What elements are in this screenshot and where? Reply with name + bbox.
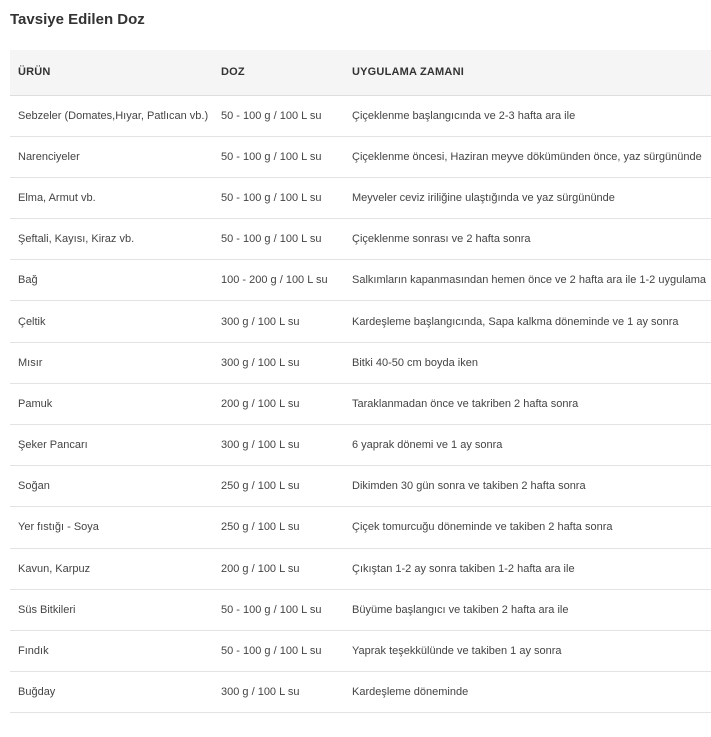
cell-product: Kavun, Karpuz xyxy=(18,562,91,575)
cell-product: Mısır xyxy=(18,356,43,369)
cell-product: Buğday xyxy=(18,686,56,699)
cell-dose: 100 - 200 g / 100 L su xyxy=(221,274,328,287)
table-header xyxy=(10,50,711,95)
cell-dose: 300 g / 100 L su xyxy=(221,686,300,699)
table-row xyxy=(10,548,711,589)
cell-dose: 50 - 100 g / 100 L su xyxy=(221,150,322,163)
header-product: ÜRÜN xyxy=(10,50,215,95)
cell-product: Şeftali, Kayısı, Kiraz vb. xyxy=(18,233,135,246)
cell-application-time: Taraklanmadan önce ve takriben 2 hafta sonra xyxy=(352,397,579,410)
cell-product: Pamuk xyxy=(18,397,53,410)
table-row xyxy=(10,260,711,301)
cell-dose: 50 - 100 g / 100 L su xyxy=(221,109,322,122)
cell-product: Elma, Armut vb. xyxy=(18,191,96,204)
cell-product: Bağ xyxy=(18,274,38,287)
cell-product: Fındık xyxy=(18,645,49,658)
page-title: Tavsiye Edilen Doz xyxy=(10,11,145,28)
table-row xyxy=(10,342,711,383)
cell-product: Soğan xyxy=(18,480,50,493)
cell-dose: 50 - 100 g / 100 L su xyxy=(221,233,322,246)
cell-application-time: Çiçek tomurcuğu döneminde ve takiben 2 hafta sonra xyxy=(352,521,613,534)
header-row xyxy=(10,50,711,95)
table-row xyxy=(10,466,711,507)
table-row xyxy=(10,136,711,177)
table-row xyxy=(10,589,711,630)
cell-application-time: Yaprak teşekkülünde ve takiben 1 ay sonra xyxy=(352,645,562,658)
table-body xyxy=(10,95,711,713)
header-dose: DOZ xyxy=(215,50,343,95)
cell-product: Çeltik xyxy=(18,315,46,328)
header-application-time: UYGULAMA ZAMANI xyxy=(343,50,711,95)
cell-dose: 50 - 100 g / 100 L su xyxy=(221,603,322,616)
dose-table xyxy=(10,50,711,713)
table-row xyxy=(10,219,711,260)
cell-application-time: Meyveler ceviz iriliğine ulaştığında ve yaz sürgününde xyxy=(352,191,615,204)
cell-product: Narenciyeler xyxy=(18,150,80,163)
table-row xyxy=(10,425,711,466)
cell-application-time: Dikimden 30 gün sonra ve takiben 2 hafta sonra xyxy=(352,480,586,493)
cell-dose: 300 g / 100 L su xyxy=(221,356,300,369)
cell-application-time: Salkımların kapanmasından hemen önce ve 2 hafta ara ile 1-2 uygulama xyxy=(352,274,707,287)
cell-application-time: Bitki 40-50 cm boyda iken xyxy=(352,356,478,369)
cell-application-time: 6 yaprak dönemi ve 1 ay sonra xyxy=(352,439,503,452)
cell-dose: 200 g / 100 L su xyxy=(221,397,300,410)
cell-dose: 250 g / 100 L su xyxy=(221,521,300,534)
cell-application-time: Çiçeklenme sonrası ve 2 hafta sonra xyxy=(352,233,531,246)
table-row xyxy=(10,177,711,218)
cell-dose: 300 g / 100 L su xyxy=(221,439,300,452)
table-row xyxy=(10,672,711,713)
cell-dose: 250 g / 100 L su xyxy=(221,480,300,493)
cell-product: Yer fıstığı - Soya xyxy=(18,521,99,534)
cell-dose: 50 - 100 g / 100 L su xyxy=(221,645,322,658)
dose-table-container xyxy=(10,50,711,713)
table-row xyxy=(10,507,711,548)
cell-application-time: Çıkıştan 1-2 ay sonra takiben 1-2 hafta ara ile xyxy=(352,562,575,575)
table-row xyxy=(10,383,711,424)
cell-application-time: Kardeşleme döneminde xyxy=(352,686,469,699)
table-row xyxy=(10,301,711,342)
cell-product: Sebzeler (Domates,Hıyar, Patlıcan vb.) xyxy=(18,109,209,122)
cell-product: Şeker Pancarı xyxy=(18,439,88,452)
cell-dose: 200 g / 100 L su xyxy=(221,562,300,575)
cell-application-time: Kardeşleme başlangıcında, Sapa kalkma döneminde ve 1 ay sonra xyxy=(352,315,679,328)
cell-application-time: Çiçeklenme başlangıcında ve 2-3 hafta ara ile xyxy=(352,109,576,122)
table-row xyxy=(10,95,711,136)
cell-product: Süs Bitkileri xyxy=(18,603,76,616)
cell-dose: 50 - 100 g / 100 L su xyxy=(221,191,322,204)
table-row xyxy=(10,630,711,671)
cell-application-time: Büyüme başlangıcı ve takiben 2 hafta ara ile xyxy=(352,603,569,616)
cell-application-time: Çiçeklenme öncesi, Haziran meyve dökümünden önce, yaz sürgününde xyxy=(352,150,702,163)
cell-dose: 300 g / 100 L su xyxy=(221,315,300,328)
